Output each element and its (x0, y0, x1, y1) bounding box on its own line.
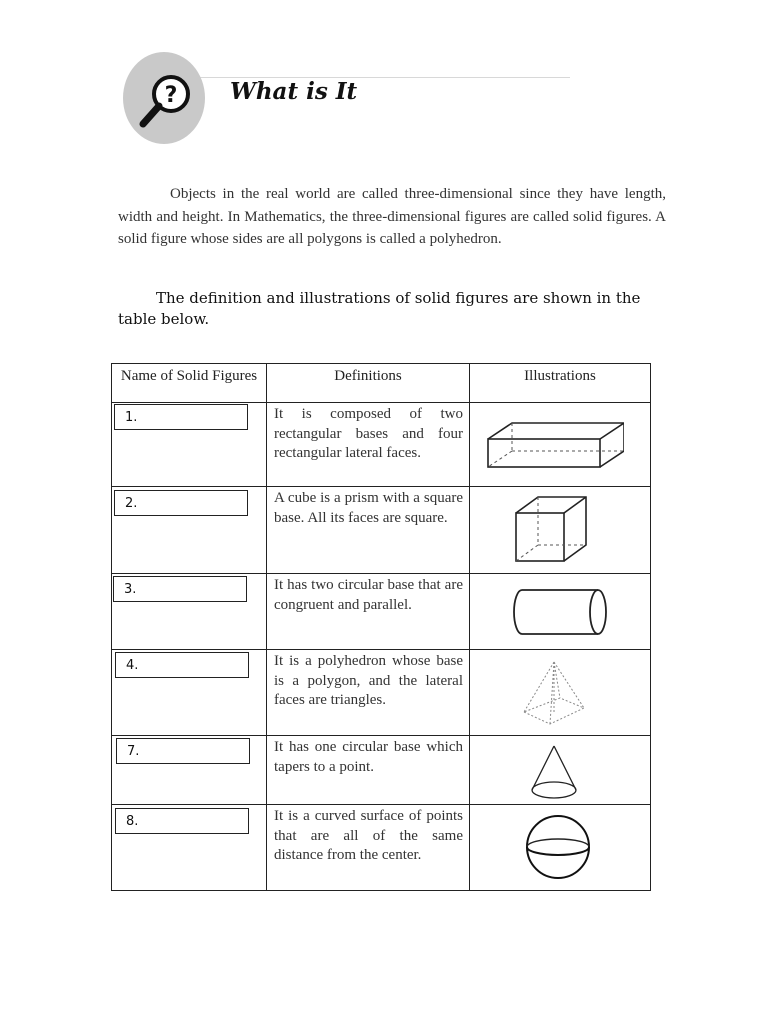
definition-cell (267, 650, 470, 736)
answer-box-8[interactable]: 8. (115, 808, 249, 834)
table-row (112, 736, 651, 805)
cube-icon (512, 493, 590, 565)
definition-cell (267, 403, 470, 487)
answer-box-1[interactable]: 1. (114, 404, 248, 430)
answer-box-2[interactable]: 2. (114, 490, 248, 516)
header-definitions: Definitions (267, 364, 470, 403)
pyramid-icon (520, 658, 590, 728)
name-cell (112, 487, 267, 574)
definition-cell (267, 487, 470, 574)
illustration-cell (470, 403, 651, 487)
definition-cell (267, 805, 470, 891)
name-cell (112, 805, 267, 891)
illustration-cell (470, 805, 651, 891)
table-header-row (112, 364, 651, 403)
name-cell (112, 574, 267, 650)
intro-paragraph-2 (118, 288, 658, 330)
name-cell (112, 403, 267, 487)
table-row (112, 574, 651, 650)
intro-paragraph-1 (118, 183, 666, 251)
definition-cell (267, 574, 470, 650)
definition-text: It has one circular base which tapers to a point. (274, 739, 463, 775)
definition-text: It is a polyhedron whose base is a polygon, and the lateral faces are triangles. (274, 653, 463, 708)
answer-box-4[interactable]: 4. (115, 652, 249, 678)
name-cell (112, 650, 267, 736)
table-row (112, 650, 651, 736)
definition-cell (267, 736, 470, 805)
solid-figures-table (111, 363, 651, 891)
answer-box-3[interactable]: 3. (113, 576, 247, 602)
table-row (112, 805, 651, 891)
illustration-cell (470, 736, 651, 805)
table-row (112, 487, 651, 574)
answer-box-7[interactable]: 7. (116, 738, 250, 764)
rectangular-prism-icon (484, 419, 624, 471)
intro-paragraph-1-text: Objects in the real world are called three-dimensional since they have length, width and height. In Mathematics, the three-dimensional figures are called solid figures. A solid figure whose sides are all polygons is called a polyhedron. (118, 186, 666, 247)
definition-text: It has two circular base that are congruent and parallel. (274, 577, 463, 613)
svg-text:?: ? (164, 83, 178, 108)
definition-text: A cube is a prism with a square base. All its faces are square. (274, 490, 463, 526)
header-illustrations: Illustrations (470, 364, 651, 403)
magnifier-question-icon (123, 52, 205, 144)
definition-text: It is a curved surface of points that are all of the same distance from the center. (274, 808, 463, 863)
sphere-icon (522, 811, 594, 883)
intro-paragraph-2-text: The definition and illustrations of solid figures are shown in the table below. (118, 289, 641, 328)
cone-icon (528, 742, 580, 802)
header-name: Name of Solid Figures (112, 364, 267, 403)
definition-text: It is composed of two rectangular bases and four rectangular lateral faces. (274, 406, 463, 461)
name-cell (112, 736, 267, 805)
illustration-cell (470, 650, 651, 736)
cylinder-icon (510, 586, 610, 638)
table-row (112, 403, 651, 487)
section-title: What is It (230, 78, 358, 105)
illustration-cell (470, 487, 651, 574)
illustration-cell (470, 574, 651, 650)
